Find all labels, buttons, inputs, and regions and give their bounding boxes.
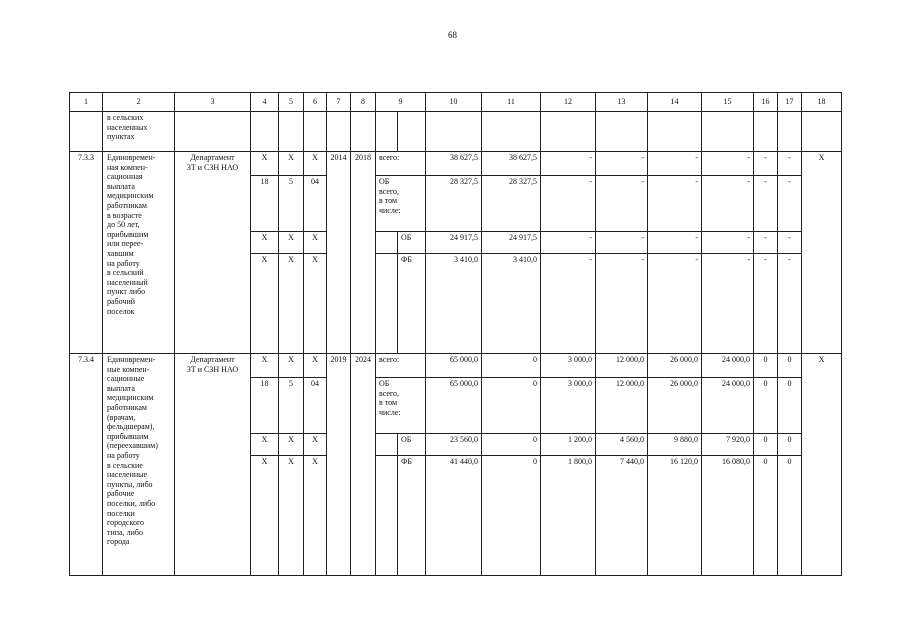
funding-label: ОБ всего, в том числе: bbox=[376, 176, 426, 232]
cell-c15: - bbox=[702, 176, 754, 232]
table-row bbox=[70, 354, 842, 378]
funding-label: всего: bbox=[376, 354, 426, 378]
cell-c14: 26 000,0 bbox=[648, 354, 702, 378]
cell-c14: - bbox=[648, 254, 702, 354]
cell-c17: - bbox=[778, 176, 802, 232]
cell-c10: 38 627,5 bbox=[426, 152, 482, 176]
cell-c15: 24 000,0 bbox=[702, 354, 754, 378]
cell-col5: Х bbox=[279, 152, 304, 176]
cell-c15: 16 080,0 bbox=[702, 456, 754, 576]
cell-c11: 3 410,0 bbox=[482, 254, 541, 354]
header-cell: 16 bbox=[754, 93, 778, 112]
header-cell: 17 bbox=[778, 93, 802, 112]
executor-cell bbox=[175, 112, 251, 152]
cell-c11: 38 627,5 bbox=[482, 152, 541, 176]
year-start: 2019 bbox=[327, 354, 351, 576]
funding-label: всего: bbox=[376, 152, 426, 176]
cell-c14: 9 880,0 bbox=[648, 434, 702, 456]
indent-cell bbox=[376, 254, 398, 354]
cell-c11: 0 bbox=[482, 354, 541, 378]
cell-c13: 4 560,0 bbox=[596, 434, 648, 456]
cell-c12: - bbox=[541, 232, 596, 254]
cell-c12: 3 000,0 bbox=[541, 378, 596, 434]
header-cell: 4 bbox=[251, 93, 279, 112]
cell-col4: Х bbox=[251, 434, 279, 456]
empty-cell bbox=[398, 112, 426, 152]
header-cell: 15 bbox=[702, 93, 754, 112]
cell-col4: Х bbox=[251, 254, 279, 354]
number-cell bbox=[70, 112, 103, 152]
empty-cell bbox=[802, 112, 842, 152]
empty-cell bbox=[596, 112, 648, 152]
header-cell: 2 bbox=[103, 93, 175, 112]
cell-c10: 28 327,5 bbox=[426, 176, 482, 232]
cell-c10: 41 440,0 bbox=[426, 456, 482, 576]
funding-label: ФБ bbox=[398, 456, 426, 576]
header-cell: 7 bbox=[327, 93, 351, 112]
cell-c15: - bbox=[702, 232, 754, 254]
cell-c16: - bbox=[754, 254, 778, 354]
description-cell: в сельских населенных пунктах bbox=[103, 112, 175, 152]
header-cell: 6 bbox=[304, 93, 327, 112]
cell-c10: 3 410,0 bbox=[426, 254, 482, 354]
cell-c14: - bbox=[648, 176, 702, 232]
cell-c13: - bbox=[596, 232, 648, 254]
item-col18: Х bbox=[802, 152, 842, 354]
cell-c16: - bbox=[754, 176, 778, 232]
cell-col6: Х bbox=[304, 254, 327, 354]
cell-c17: 0 bbox=[778, 434, 802, 456]
item-col18: Х bbox=[802, 354, 842, 576]
empty-cell bbox=[426, 112, 482, 152]
empty-cell bbox=[702, 112, 754, 152]
cell-col6: Х bbox=[304, 456, 327, 576]
cell-c12: - bbox=[541, 152, 596, 176]
cell-c11: 0 bbox=[482, 456, 541, 576]
cell-col4: Х bbox=[251, 232, 279, 254]
cell-c17: - bbox=[778, 232, 802, 254]
cell-c17: - bbox=[778, 254, 802, 354]
empty-cell bbox=[754, 112, 778, 152]
funding-label: ОБ bbox=[398, 232, 426, 254]
cell-col6: Х bbox=[304, 232, 327, 254]
funding-label: ОБ bbox=[398, 434, 426, 456]
cell-col4: 18 bbox=[251, 378, 279, 434]
cell-c16: 0 bbox=[754, 434, 778, 456]
cell-c16: - bbox=[754, 152, 778, 176]
item-executor: Департамент ЗТ и СЗН НАО bbox=[175, 354, 251, 576]
cell-c16: 0 bbox=[754, 354, 778, 378]
indent-cell bbox=[376, 232, 398, 254]
indent-cell bbox=[376, 434, 398, 456]
empty-cell bbox=[327, 112, 351, 152]
cell-c10: 23 560,0 bbox=[426, 434, 482, 456]
cell-c11: 28 327,5 bbox=[482, 176, 541, 232]
cell-c13: - bbox=[596, 254, 648, 354]
item-description: Единовремен- ная компен- сационная выплата медицинским работникам в возрасте до 50 лет, прибывшим или перее- хавшим на работу в сельский населенный пункт либо рабочий поселок bbox=[103, 152, 175, 354]
cell-col5: 5 bbox=[279, 378, 304, 434]
empty-cell bbox=[251, 112, 279, 152]
cell-col6: Х bbox=[304, 434, 327, 456]
cell-c11: 0 bbox=[482, 378, 541, 434]
cell-col4: Х bbox=[251, 456, 279, 576]
table-row bbox=[70, 152, 842, 176]
cell-col6: 04 bbox=[304, 176, 327, 232]
empty-cell bbox=[304, 112, 327, 152]
cell-c15: 7 920,0 bbox=[702, 434, 754, 456]
cell-c16: - bbox=[754, 232, 778, 254]
cell-c12: - bbox=[541, 176, 596, 232]
cell-col5: Х bbox=[279, 456, 304, 576]
cell-c13: 12 000,0 bbox=[596, 354, 648, 378]
cell-c16: 0 bbox=[754, 378, 778, 434]
cell-c15: 24 000,0 bbox=[702, 378, 754, 434]
item-number: 7.3.4 bbox=[70, 354, 103, 576]
empty-cell bbox=[778, 112, 802, 152]
cell-c11: 0 bbox=[482, 434, 541, 456]
cell-col4: Х bbox=[251, 354, 279, 378]
empty-cell bbox=[482, 112, 541, 152]
item-executor: Департамент ЗТ и СЗН НАО bbox=[175, 152, 251, 354]
cell-c12: 3 000,0 bbox=[541, 354, 596, 378]
cell-c15: - bbox=[702, 152, 754, 176]
cell-c16: 0 bbox=[754, 456, 778, 576]
year-start: 2014 bbox=[327, 152, 351, 354]
cell-c10: 65 000,0 bbox=[426, 354, 482, 378]
indent-cell bbox=[376, 456, 398, 576]
header-cell: 3 bbox=[175, 93, 251, 112]
cell-c14: 16 120,0 bbox=[648, 456, 702, 576]
header-cell: 11 bbox=[482, 93, 541, 112]
cell-col5: Х bbox=[279, 434, 304, 456]
empty-cell bbox=[648, 112, 702, 152]
cell-c14: - bbox=[648, 232, 702, 254]
cell-col5: Х bbox=[279, 354, 304, 378]
header-cell: 14 bbox=[648, 93, 702, 112]
cell-c11: 24 917,5 bbox=[482, 232, 541, 254]
cell-c14: 26 000,0 bbox=[648, 378, 702, 434]
cell-c17: - bbox=[778, 152, 802, 176]
cell-c10: 24 917,5 bbox=[426, 232, 482, 254]
cell-c14: - bbox=[648, 152, 702, 176]
cell-col5: Х bbox=[279, 254, 304, 354]
cell-col5: 5 bbox=[279, 176, 304, 232]
header-cell: 5 bbox=[279, 93, 304, 112]
cell-c12: - bbox=[541, 254, 596, 354]
cell-c13: - bbox=[596, 176, 648, 232]
cell-c12: 1 800,0 bbox=[541, 456, 596, 576]
cell-c15: - bbox=[702, 254, 754, 354]
year-end: 2024 bbox=[351, 354, 376, 576]
empty-cell bbox=[376, 112, 398, 152]
header-row bbox=[70, 93, 842, 112]
cell-col6: Х bbox=[304, 354, 327, 378]
cell-col6: Х bbox=[304, 152, 327, 176]
page-number: 68 bbox=[448, 30, 457, 40]
empty-cell bbox=[279, 112, 304, 152]
cell-c10: 65 000,0 bbox=[426, 378, 482, 434]
header-cell: 18 bbox=[802, 93, 842, 112]
cell-c17: 0 bbox=[778, 354, 802, 378]
item-description: Единовремен- ные компен- сационные выплата медицинским работникам (врачам, фельдшерам), прибывшим (переехавшим) на работу в сельские населенные пункты, либо рабочие поселки, либо поселки городского типа, либо города bbox=[103, 354, 175, 576]
header-cell: 9 bbox=[376, 93, 426, 112]
header-cell: 8 bbox=[351, 93, 376, 112]
funding-label: ОБ всего, в том числе: bbox=[376, 378, 426, 434]
cell-col6: 04 bbox=[304, 378, 327, 434]
cell-c17: 0 bbox=[778, 378, 802, 434]
cell-col4: Х bbox=[251, 152, 279, 176]
budget-table bbox=[69, 92, 842, 576]
cell-c13: 12 000,0 bbox=[596, 378, 648, 434]
cell-c13: - bbox=[596, 152, 648, 176]
funding-label: ФБ bbox=[398, 254, 426, 354]
cell-c12: 1 200,0 bbox=[541, 434, 596, 456]
cell-col4: 18 bbox=[251, 176, 279, 232]
cell-c17: 0 bbox=[778, 456, 802, 576]
header-cell: 13 bbox=[596, 93, 648, 112]
empty-cell bbox=[541, 112, 596, 152]
year-end: 2018 bbox=[351, 152, 376, 354]
header-cell: 12 bbox=[541, 93, 596, 112]
continuation-row bbox=[70, 112, 842, 152]
empty-cell bbox=[351, 112, 376, 152]
item-number: 7.3.3 bbox=[70, 152, 103, 354]
header-cell: 10 bbox=[426, 93, 482, 112]
cell-col5: Х bbox=[279, 232, 304, 254]
cell-c13: 7 440,0 bbox=[596, 456, 648, 576]
header-cell: 1 bbox=[70, 93, 103, 112]
